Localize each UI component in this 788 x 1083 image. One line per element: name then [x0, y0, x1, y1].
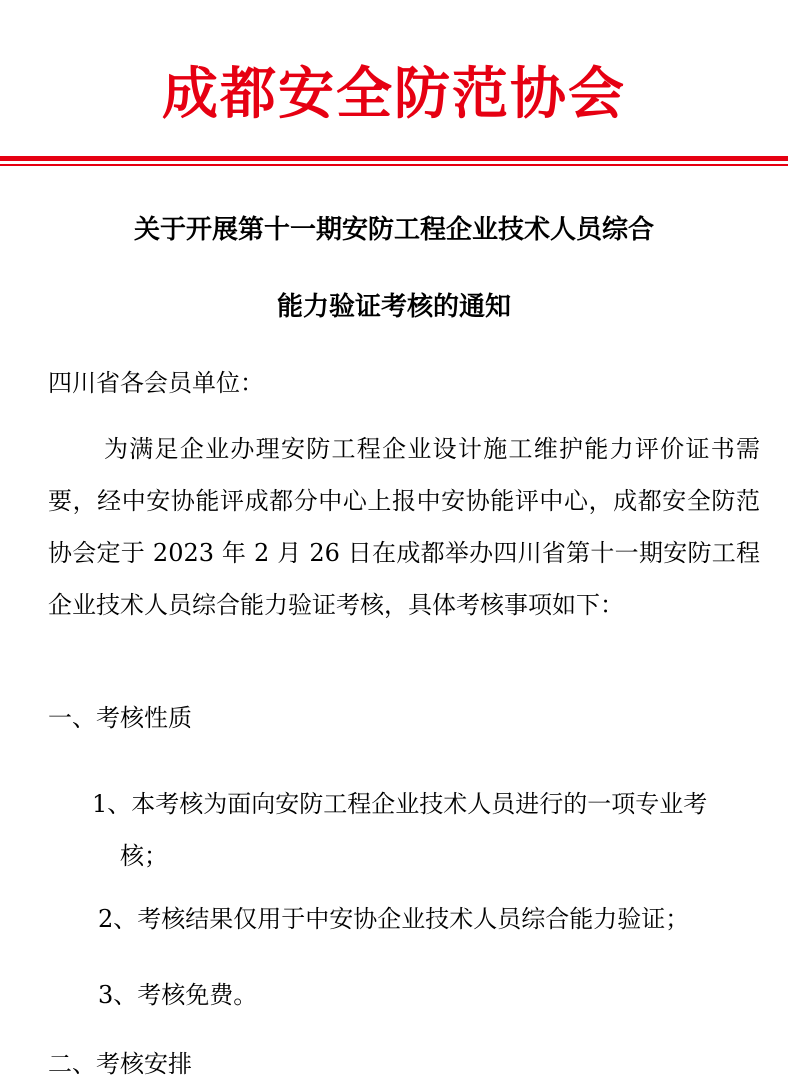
salutation: 四川省各会员单位：	[48, 369, 264, 397]
section-1-item-3: 3、考核免费。	[98, 981, 258, 1009]
letterhead-red-rule-thin	[0, 164, 788, 166]
section-1-item-1-line-2: 核；	[120, 842, 168, 870]
section-heading-arrangement: 二、考核安排	[48, 1050, 192, 1078]
section-1-item-2: 2、考核结果仅用于中安协企业技术人员综合能力验证；	[98, 905, 690, 933]
notice-title-line-2: 能力验证考核的通知	[276, 292, 511, 322]
letterhead-red-rule-thick	[0, 156, 788, 161]
intro-paragraph: 为满足企业办理安防工程企业设计施工维护能力评价证书需要，经中安协能评成都分中心上报中安协能评中心，成都安全防范协会定于 2023 年 2 月 26 日在成都举办四川省第十一期安防工程企业技术人员综合能力验证考核，具体考核事项如下：	[48, 435, 760, 619]
section-1-item-1	[92, 778, 762, 882]
section-heading-nature: 一、考核性质	[48, 704, 192, 732]
notice-title-line-1: 关于开展第十一期安防工程企业技术人员综合	[133, 215, 654, 245]
letterhead-org-name: 成都安全防范协会	[162, 62, 626, 127]
section-1-item-1-line-1: 1、本考核为面向安防工程企业技术人员进行的一项专业考	[92, 790, 708, 818]
